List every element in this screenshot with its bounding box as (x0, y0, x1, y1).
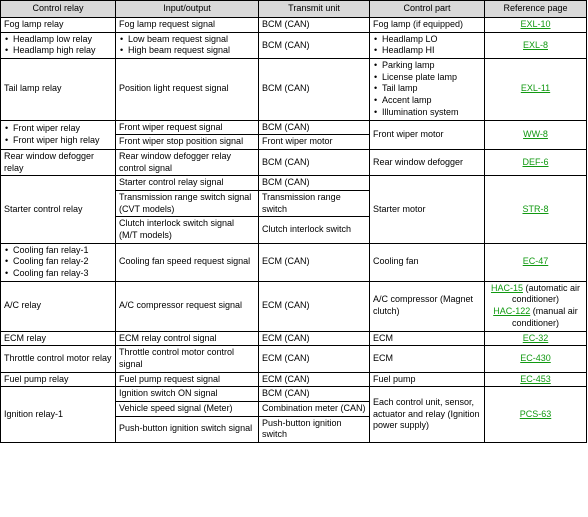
table-row (1, 331, 587, 346)
io-cell: A/C compressor request signal (116, 281, 259, 331)
reference-cell (485, 372, 587, 387)
list-item: • High beam request signal (119, 45, 255, 57)
reference-cell (485, 281, 587, 331)
table-row (1, 18, 587, 33)
transmit-cell: BCM (CAN) (259, 59, 370, 120)
transmit-cell: BCM (CAN) (259, 149, 370, 175)
list-item: • Low beam request signal (119, 34, 255, 46)
io-cell: Starter control relay signal (116, 176, 259, 191)
reference-cell (485, 387, 587, 443)
io-cell: Position light request signal (116, 59, 259, 120)
header-transmit-unit: Transmit unit (259, 1, 370, 18)
transmit-cell: ECM (CAN) (259, 281, 370, 331)
relay-cell: Starter control relay (1, 176, 116, 243)
io-cell: Fog lamp request signal (116, 18, 259, 33)
header-input-output: Input/output (116, 1, 259, 18)
relay-cell: ECM relay (1, 331, 116, 346)
control-part-cell: Rear window defogger (370, 149, 485, 175)
reference-link[interactable]: DEF-6 (522, 156, 549, 167)
list-item: • Cooling fan relay-1 (4, 245, 112, 257)
io-cell: Throttle control motor control signal (116, 346, 259, 372)
reference-note: (automatic air conditioner) (511, 282, 581, 305)
transmit-cell: Push-button ignition switch (259, 416, 370, 442)
list-item: • Accent lamp (373, 95, 481, 107)
control-part-cell: Front wiper motor (370, 120, 485, 149)
list-item: • Headlamp LO (373, 34, 481, 46)
reference-cell (485, 176, 587, 243)
table-row (1, 281, 587, 331)
control-part-cell: ECM (370, 346, 485, 372)
transmit-cell: Front wiper motor (259, 135, 370, 150)
reference-link[interactable]: EXL-10 (520, 19, 551, 29)
transmit-cell: BCM (CAN) (259, 18, 370, 33)
header-reference-page: Reference page (485, 1, 587, 18)
control-part-cell: Cooling fan (370, 243, 485, 281)
list-item: • Front wiper relay (4, 123, 112, 135)
relay-cell: Fuel pump relay (1, 372, 116, 387)
list-item: • Tail lamp (373, 83, 481, 95)
list-item: • Headlamp high relay (4, 45, 112, 57)
relay-cell (1, 243, 116, 281)
relay-cell: A/C relay (1, 281, 116, 331)
table-row (1, 120, 587, 135)
table-row (1, 372, 587, 387)
reference-link[interactable]: EC-453 (520, 373, 551, 384)
io-cell: Ignition switch ON signal (116, 387, 259, 402)
io-cell: Front wiper stop position signal (116, 135, 259, 150)
list-item: • Parking lamp (373, 60, 481, 72)
transmit-cell: ECM (CAN) (259, 331, 370, 346)
control-part-cell: Fuel pump (370, 372, 485, 387)
header-control-relay: Control relay (1, 1, 116, 18)
list-item: • Headlamp HI (373, 45, 481, 57)
reference-link[interactable]: EC-430 (520, 353, 551, 364)
transmit-cell: BCM (CAN) (259, 176, 370, 191)
control-part-cell: ECM (370, 331, 485, 346)
relay-cell (1, 120, 116, 149)
reference-cell (485, 346, 587, 372)
transmit-cell: BCM (CAN) (259, 120, 370, 135)
transmit-cell: BCM (CAN) (259, 32, 370, 58)
reference-link[interactable]: WW-8 (523, 128, 548, 139)
transmit-cell: BCM (CAN) (259, 387, 370, 402)
io-cell: Vehicle speed signal (Meter) (116, 401, 259, 416)
io-cell: Rear window defogger relay control signal (116, 149, 259, 175)
control-part-cell (370, 32, 485, 58)
list-item: • Headlamp low relay (4, 34, 112, 46)
reference-cell (485, 120, 587, 149)
table-row (1, 32, 587, 58)
reference-cell (485, 18, 587, 33)
list-item: • License plate lamp (373, 72, 481, 84)
reference-cell (485, 59, 587, 120)
reference-link[interactable]: STR-8 (522, 203, 549, 214)
reference-link[interactable]: EXL-8 (522, 39, 548, 50)
io-cell: Front wiper request signal (116, 120, 259, 135)
list-item: • Illumination system (373, 107, 481, 119)
list-item: • Cooling fan relay-2 (4, 256, 112, 268)
table-row (1, 387, 587, 402)
table-row (1, 346, 587, 372)
reference-link[interactable]: PCS-63 (519, 408, 552, 419)
relay-cell: Fog lamp relay (1, 18, 116, 33)
relay-cell: Rear window defogger relay (1, 149, 116, 175)
table-row (1, 243, 587, 281)
control-part-cell: Fog lamp (if equipped) (370, 18, 485, 33)
io-cell: Clutch interlock switch signal (M/T models) (116, 217, 259, 243)
io-cell: Cooling fan speed request signal (116, 243, 259, 281)
transmit-cell: ECM (CAN) (259, 372, 370, 387)
reference-link[interactable]: HAC-122 (493, 306, 531, 317)
io-cell: Transmission range switch signal (CVT models) (116, 190, 259, 216)
table-row (1, 176, 587, 191)
reference-link[interactable]: EC-32 (522, 332, 549, 343)
transmit-cell: Combination meter (CAN) (259, 401, 370, 416)
io-cell: ECM relay control signal (116, 331, 259, 346)
reference-cell (485, 149, 587, 175)
control-part-cell (370, 59, 485, 120)
reference-note: (manual air conditioner) (511, 306, 578, 328)
transmit-cell: Transmission range switch (259, 190, 370, 216)
control-part-cell: Starter motor (370, 176, 485, 243)
reference-cell (485, 32, 587, 58)
relay-cell: Throttle control motor relay (1, 346, 116, 372)
reference-link[interactable]: EXL-11 (520, 83, 551, 94)
header-control-part: Control part (370, 1, 485, 18)
reference-cell (485, 243, 587, 281)
table-header-row (1, 1, 587, 18)
reference-cell (485, 331, 587, 346)
reference-link[interactable]: HAC-15 (490, 282, 523, 293)
reference-link[interactable]: EC-47 (522, 256, 549, 267)
list-item: • Front wiper high relay (4, 135, 112, 147)
io-cell: Push-button ignition switch signal (116, 416, 259, 442)
transmit-cell: ECM (CAN) (259, 346, 370, 372)
relay-cell: Ignition relay-1 (1, 387, 116, 443)
relay-cell (1, 32, 116, 58)
table-row (1, 59, 587, 120)
io-cell (116, 32, 259, 58)
io-cell: Fuel pump request signal (116, 372, 259, 387)
list-item: • Cooling fan relay-3 (4, 268, 112, 280)
transmit-cell: ECM (CAN) (259, 243, 370, 281)
relay-cell: Tail lamp relay (1, 59, 116, 120)
table-row (1, 149, 587, 175)
control-part-cell: Each control unit, sensor, actuator and relay (Ignition power supply) (370, 387, 485, 443)
transmit-cell: Clutch interlock switch (259, 217, 370, 243)
control-part-cell: A/C compressor (Magnet clutch) (370, 281, 485, 331)
